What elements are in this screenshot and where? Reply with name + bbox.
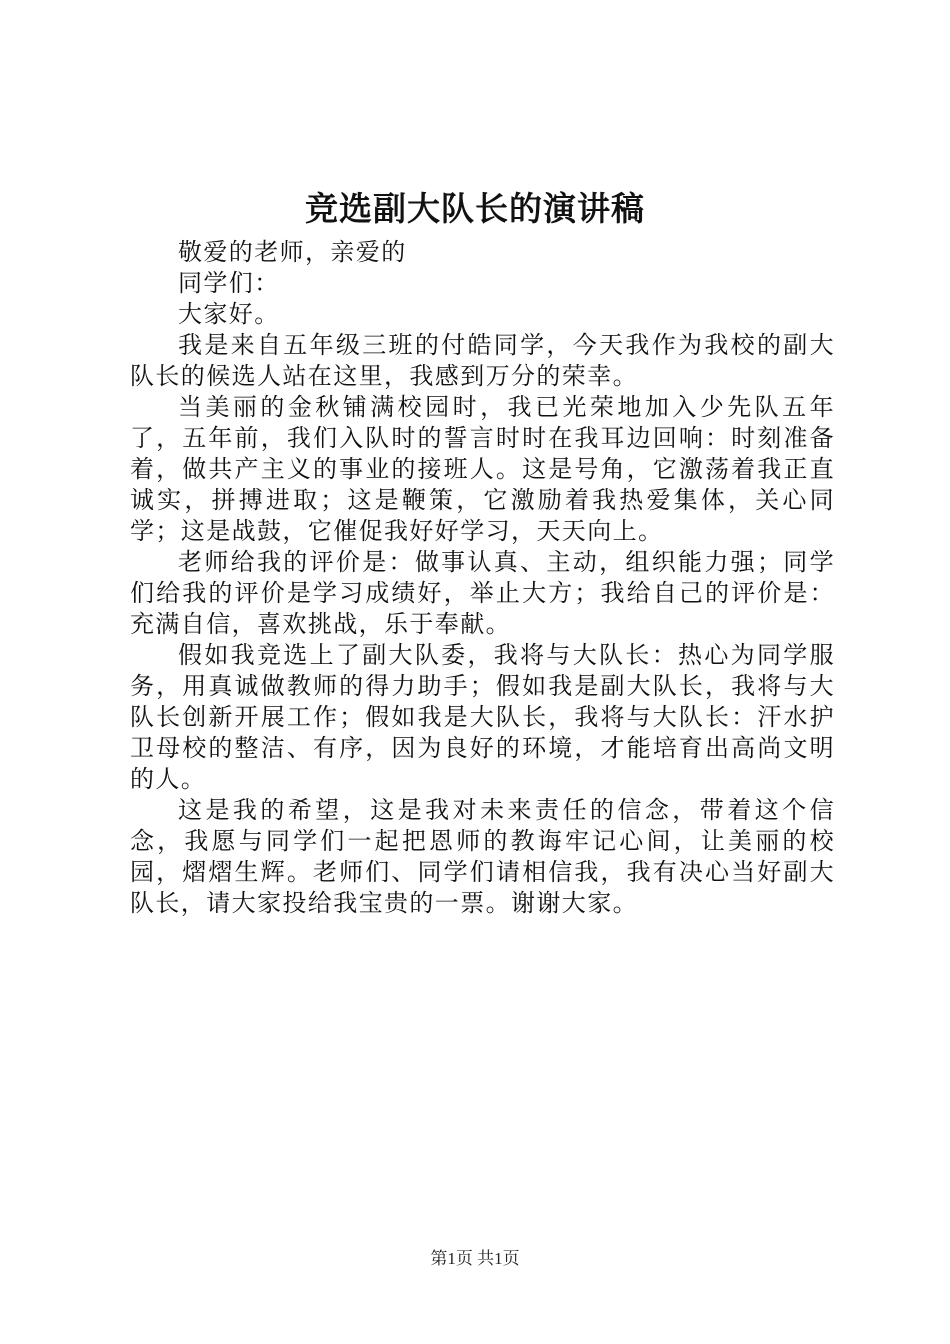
page-number-footer: 第1页 共1页: [430, 1249, 520, 1268]
document-body: [130, 237, 835, 919]
paragraph: 假如我竞选上了副大队委，我将与大队长：热心为同学服务，用真诚做教师的得力助手；假如我是副大队长，我将与大队长创新开展工作；假如我是大队长，我将与大队长：汗水护卫母校的整洁、有序，因为良好的环境，才能培育出高尚文明的人。: [130, 641, 835, 793]
paragraph: 敬爱的老师，亲爱的: [178, 238, 407, 266]
paragraph: 我是来自五年级三班的付皓同学，今天我作为我校的副大队长的候选人站在这里，我感到万分的荣幸。: [130, 331, 835, 390]
paragraph: 同学们：: [178, 269, 280, 297]
document-title: 竞选副大队长的演讲稿: [305, 189, 645, 228]
paragraph: 当美丽的金秋铺满校园时，我已光荣地加入少先队五年了，五年前，我们入队时的誓言时时在我耳边回响：时刻准备着，做共产主义的事业的接班人。这是号角，它激荡着我正直诚实，拼搏进取；这是鞭策，它激励着我热爱集体，关心同学；这是战鼓，它催促我好好学习，天天向上。: [130, 393, 835, 545]
paragraph: 这是我的希望，这是我对未来责任的信念，带着这个信念，我愿与同学们一起把恩师的教诲牢记心间，让美丽的校园，熠熠生辉。老师们、同学们请相信我，我有决心当好副大队长，请大家投给我宝贵的一票。谢谢大家。: [130, 796, 835, 917]
paragraph: 大家好。: [178, 300, 280, 328]
paragraph: 老师给我的评价是：做事认真、主动，组织能力强；同学们给我的评价是学习成绩好，举止大方；我给自己的评价是：充满自信，喜欢挑战，乐于奉献。: [130, 548, 835, 638]
